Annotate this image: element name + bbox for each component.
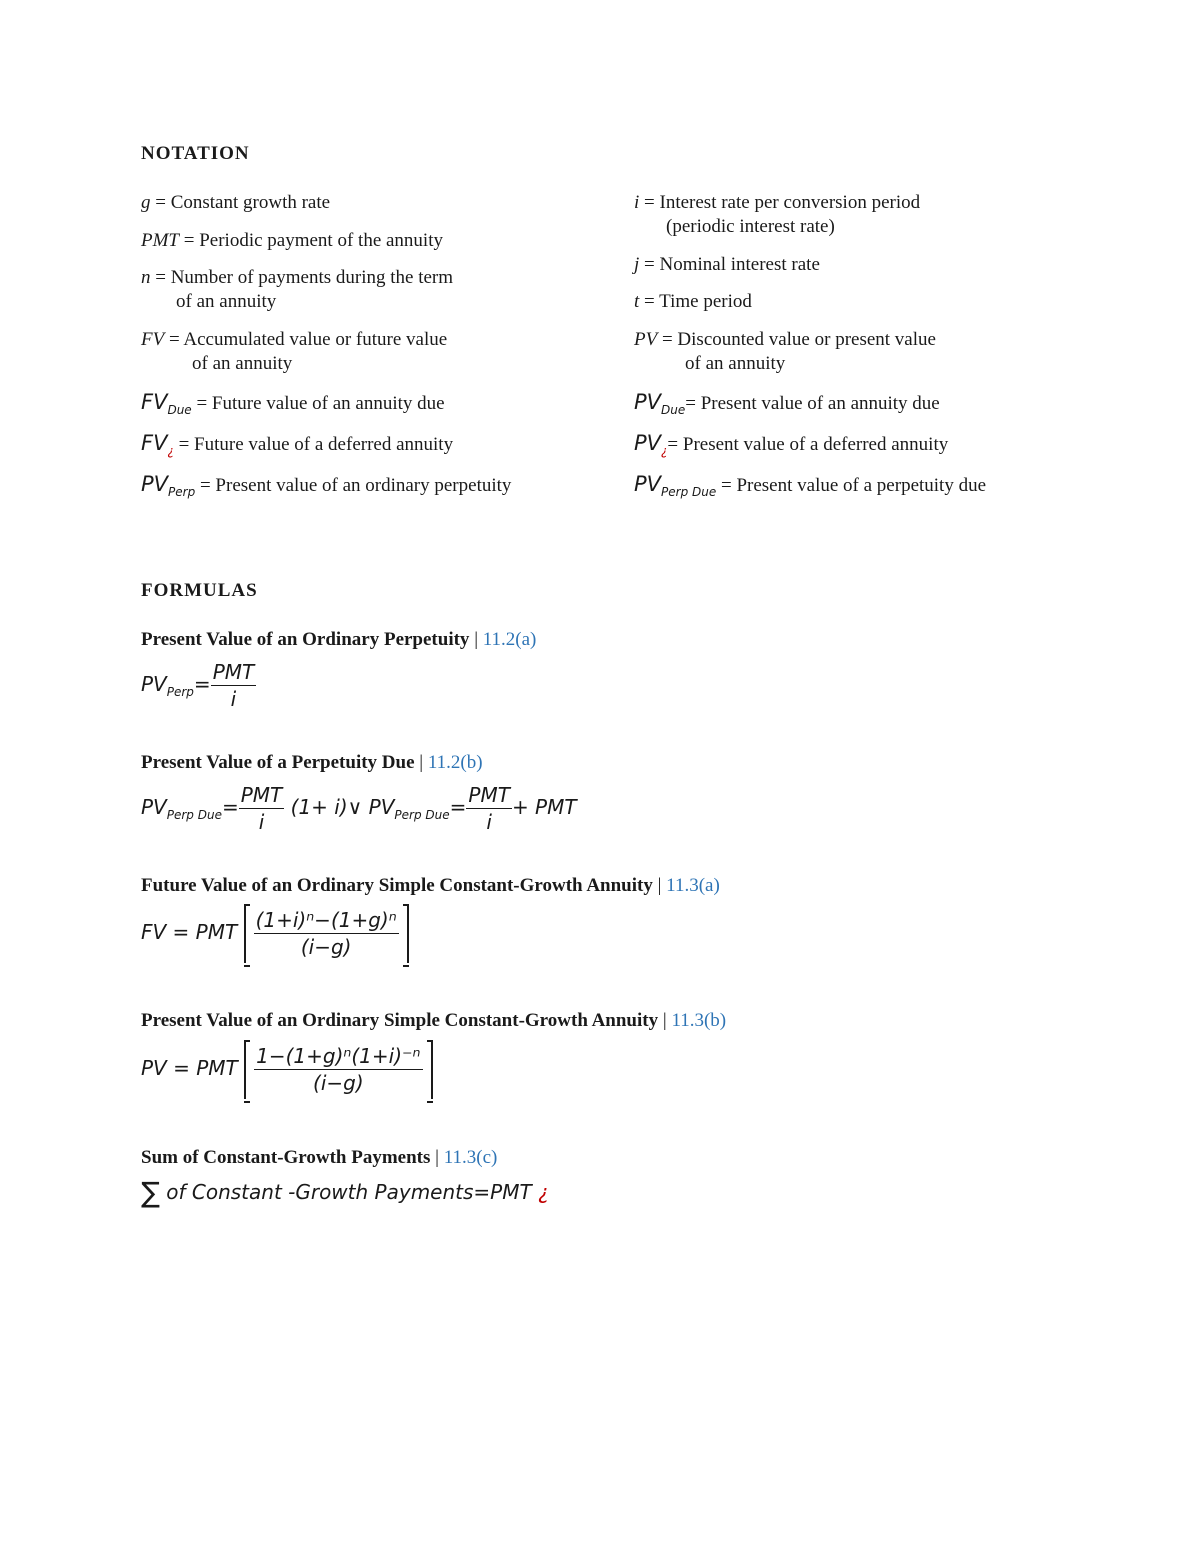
notation-symbol: t (634, 291, 640, 312)
separator: | (474, 629, 478, 650)
formula-title-11-3a (141, 875, 720, 897)
notation-g (141, 191, 330, 215)
fraction (254, 1044, 422, 1095)
formula-reference: 11.2(b) (427, 752, 483, 773)
notation-text: = Present value of a deferred annuity (667, 434, 949, 455)
formula-lhs: PV = PMT (141, 1056, 238, 1080)
notation-symbol: FV (141, 431, 168, 455)
or-symbol: ∨ (347, 795, 363, 819)
formula-lhs: PV (141, 672, 167, 696)
notation-continuation: of an annuity (685, 353, 786, 374)
notation-continuation: of an annuity (192, 353, 293, 374)
notation-fv-due (141, 390, 445, 422)
notation-text: = Nominal interest rate (639, 254, 820, 275)
formula-factor: (1+ i) (290, 795, 348, 819)
formula-11-3b (141, 1040, 433, 1099)
formula-tail: + PMT (511, 795, 577, 819)
bracket (244, 1040, 432, 1099)
formula-title: Present Value of an Ordinary Perpetuity (141, 629, 470, 650)
numerator: PMT (240, 783, 283, 807)
formula-reference: 11.3(c) (443, 1147, 498, 1168)
formula-title: Present Value of an Ordinary Simple Constant-Growth Annuity (141, 1010, 659, 1031)
formula-11-3c (141, 1176, 549, 1209)
fraction (254, 908, 399, 959)
formula-title-11-2b (141, 752, 483, 774)
formula-reference: 11.2(a) (482, 629, 537, 650)
formula-11-3a (141, 904, 409, 963)
notation-text: = Interest rate per conversion period (639, 192, 921, 213)
notation-text: = Number of payments during the term (150, 267, 454, 288)
notation-text: = Future value of an annuity due (191, 393, 445, 414)
fraction (466, 783, 512, 834)
separator: | (662, 1010, 667, 1031)
formula-lhs: PV (141, 795, 167, 819)
notation-text: = Present value of an annuity due (685, 393, 940, 414)
formula-subscript: Perp (166, 685, 194, 699)
separator: | (419, 752, 424, 773)
bracket (244, 904, 409, 963)
notation-j (634, 253, 820, 277)
notation-pv-perp (141, 472, 511, 504)
notation-subscript: ¿ (167, 444, 174, 458)
fraction (211, 660, 257, 711)
formula-11-2b: $PV_{Perp Due}=$ $\frac{\text{PMT}}{i}$ (1+ i)∨ $PV_{Perp Due}=$ $\frac{\text{PMT}}{i}$ + PMT (141, 783, 577, 834)
notation-subscript: Due (167, 403, 192, 417)
numerator: 1−(1+g)ⁿ(1+i)⁻ⁿ (256, 1044, 421, 1068)
notation-pv (634, 328, 936, 376)
formula-subscript: Perp Due (394, 808, 450, 822)
denominator: (i−g) (313, 1071, 364, 1095)
notation-text: = Accumulated value or future value (164, 329, 448, 350)
formula-title: Future Value of an Ordinary Simple Constant-Growth Annuity (141, 875, 653, 896)
notation-text: = Time period (639, 291, 752, 312)
notation-symbol: PV (141, 472, 169, 496)
formula-lhs: PV (368, 795, 395, 819)
notation-continuation: of an annuity (176, 291, 277, 312)
notation-text: = Present value of a perpetuity due (716, 475, 987, 496)
notation-t (634, 290, 752, 314)
notation-symbol: PV (634, 472, 662, 496)
notation-heading: NOTATION (141, 143, 250, 164)
notation-pv-due (634, 390, 940, 422)
notation-symbol: PV (634, 329, 658, 350)
notation-symbol: PV (634, 390, 662, 414)
formula-11-2a: $PV_{Perp}=$ $\frac{\text{PMT}}{i}$ (141, 660, 255, 711)
formula-title-11-3b (141, 1010, 726, 1032)
formula-subscript: Perp Due (166, 808, 222, 822)
notation-fv-deferred (141, 431, 453, 463)
numerator: PMT (212, 660, 255, 684)
notation-symbol: n (141, 267, 151, 288)
notation-text: = Present value of an ordinary perpetuity (195, 475, 512, 496)
sigma-icon: ∑ (141, 1176, 160, 1209)
denominator: i (258, 810, 265, 834)
notation-n (141, 266, 453, 314)
notation-subscript: Perp (168, 485, 196, 499)
formula-title: Sum of Constant-Growth Payments (141, 1147, 431, 1168)
notation-text: = Periodic payment of the annuity (179, 230, 443, 251)
notation-symbol: i (634, 192, 640, 213)
formula-tail: ¿ (538, 1180, 549, 1204)
notation-continuation: (periodic interest rate) (666, 216, 835, 237)
notation-pv-perp-due (634, 472, 986, 504)
formula-title-11-2a (141, 629, 536, 651)
notation-fv (141, 328, 447, 376)
numerator: (1+i)ⁿ−(1+g)ⁿ (255, 908, 397, 932)
notation-symbol: FV (141, 390, 168, 414)
formula-lhs: FV = PMT (141, 920, 238, 944)
denominator: (i−g) (300, 935, 352, 959)
notation-text: = Constant growth rate (150, 192, 331, 213)
notation-text: = Future value of a deferred annuity (173, 434, 454, 455)
formula-title: Present Value of a Perpetuity Due (141, 752, 415, 773)
notation-subscript: Perp Due (661, 485, 717, 499)
notation-subscript: Due (661, 403, 686, 417)
notation-subscript: ¿ (661, 444, 668, 458)
denominator: i (486, 810, 492, 834)
notation-symbol: j (634, 254, 640, 275)
numerator: PMT (468, 783, 510, 807)
separator: | (435, 1147, 439, 1168)
formula-reference: 11.3(b) (671, 1010, 727, 1031)
formula-title-11-3c (141, 1147, 497, 1169)
fraction (239, 783, 285, 834)
formula-text: of Constant -Growth Payments=PMT (159, 1180, 539, 1204)
formula-reference: 11.3(a) (666, 875, 720, 896)
notation-pmt (141, 229, 443, 253)
notation-symbol: FV (141, 329, 165, 350)
notation-symbol: PMT (141, 230, 179, 251)
denominator: i (230, 687, 237, 711)
formulas-heading: FORMULAS (141, 580, 258, 601)
notation-text: = Discounted value or present value (657, 329, 936, 350)
separator: | (657, 875, 662, 896)
notation-symbol: PV (634, 431, 662, 455)
notation-i (634, 191, 920, 239)
notation-symbol: g (141, 192, 151, 213)
notation-pv-deferred (634, 431, 948, 463)
